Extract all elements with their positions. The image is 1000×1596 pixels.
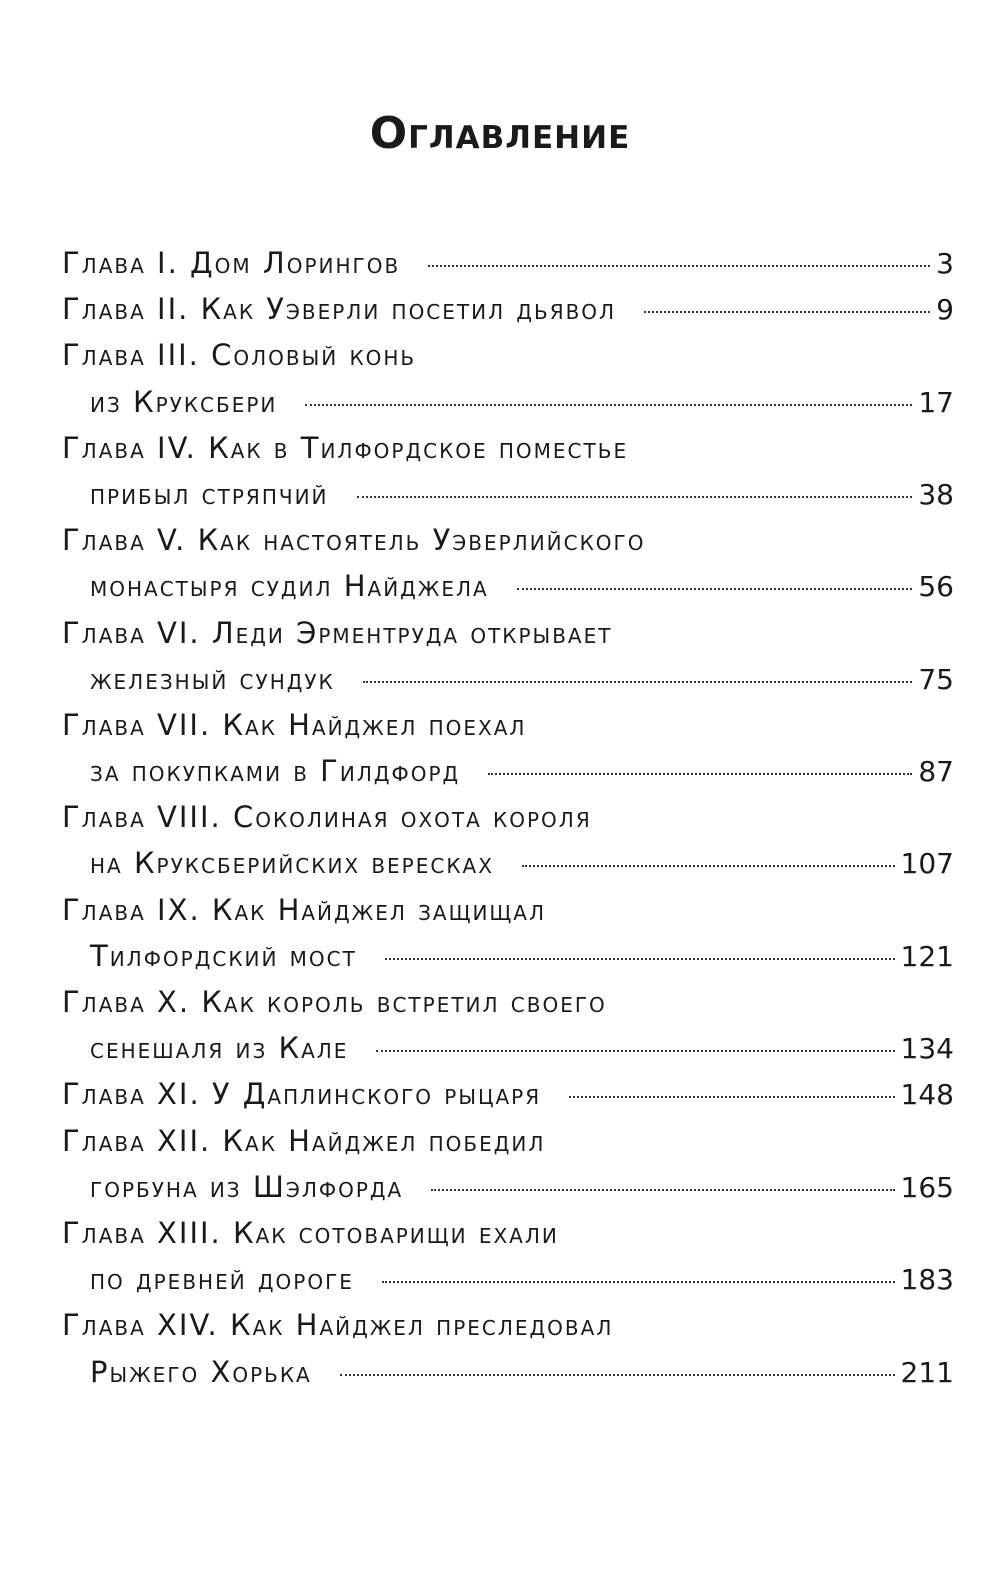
page-number: 121	[900, 939, 954, 973]
chapter-title-text: Глава III. Соловый конь	[62, 338, 417, 373]
page-number: 183	[900, 1263, 954, 1297]
page-number: 87	[918, 755, 954, 789]
toc-entry-last-line	[62, 933, 954, 979]
dot-leader	[357, 496, 913, 498]
dot-leader	[363, 681, 913, 683]
toc-entry-line	[62, 425, 954, 471]
toc-entry	[62, 332, 954, 424]
toc-entry-last-line	[62, 748, 954, 794]
dot-leader	[431, 1189, 894, 1191]
toc-entry-last-line	[62, 1349, 954, 1395]
toc-entry	[62, 979, 954, 1071]
chapter-title-text: Глава IX. Как Найджел защищал	[62, 892, 547, 927]
chapter-title-text: Глава V. Как настоятель Уэверлийского	[62, 523, 646, 558]
toc-entry-last-line	[62, 286, 954, 332]
chapter-title-text: Глава X. Как король встретил своего	[62, 985, 607, 1019]
chapter-title-text: горбуна из Шэлфорда	[90, 1169, 404, 1204]
toc-entry-line	[62, 887, 954, 933]
toc-entry-line	[62, 610, 954, 656]
page-number: 56	[918, 570, 954, 604]
chapter-title-text: сенешаля из Кале	[90, 1031, 349, 1066]
toc-entry-line	[62, 1210, 954, 1256]
dot-leader	[376, 1050, 894, 1052]
toc-entry-line	[62, 332, 954, 378]
chapter-title-text: железный сундук	[90, 661, 335, 696]
page-number: 3	[936, 247, 954, 280]
toc-entry-last-line	[62, 1164, 954, 1210]
chapter-title-text: Глава XI. У Даплинского рыцаря	[62, 1077, 542, 1112]
toc-entry-line	[62, 1118, 954, 1164]
page-number: 148	[900, 1078, 954, 1112]
dot-leader	[382, 1281, 895, 1283]
toc-entry	[62, 610, 954, 702]
chapter-title-text: Глава XIII. Как сотоварищи ехали	[62, 1215, 559, 1250]
dot-leader	[428, 265, 930, 267]
page-number: 38	[918, 477, 954, 511]
chapter-title-text: прибыл стряпчий	[90, 476, 329, 511]
chapter-title-text: монастыря судил Найджела	[90, 569, 489, 604]
toc-entry-line	[62, 702, 954, 748]
chapter-title-text: Глава VI. Леди Эрментруда открывает	[62, 615, 613, 650]
toc-entry	[62, 794, 954, 886]
page-number: 9	[936, 293, 954, 327]
chapter-title-text: Глава VIII. Соколиная охота короля	[62, 800, 592, 835]
chapter-title-text: за покупками в Гилдфорд	[90, 754, 461, 789]
toc-entry-last-line	[62, 1071, 954, 1117]
dot-leader	[488, 773, 912, 775]
toc-entry	[62, 1118, 954, 1210]
toc-entry-line	[62, 794, 954, 840]
chapter-title-text: на Круксберийских вересках	[90, 846, 494, 881]
dot-leader	[569, 1096, 894, 1098]
chapter-title-text: Глава I. Дом Лорингов	[62, 246, 401, 280]
dot-leader	[522, 865, 895, 867]
toc-entry-line	[62, 517, 954, 563]
toc-entry-last-line	[62, 471, 954, 517]
toc-entry	[62, 517, 954, 609]
toc-entry-last-line	[62, 1256, 954, 1302]
page-number: 17	[918, 385, 954, 419]
chapter-title-text: Глава XIV. Как Найджел преследовал	[62, 1308, 614, 1343]
page-title: Оглавление	[369, 108, 631, 159]
page-number: 75	[918, 662, 954, 696]
chapter-title-text: Тилфордский мост	[90, 938, 357, 973]
toc-entry	[62, 240, 954, 286]
page-number: 107	[900, 847, 954, 881]
chapter-title-text: Глава IV. Как в Тилфордское поместье	[62, 430, 629, 465]
chapter-title-text: Глава II. Как Уэверли посетил дьявол	[62, 292, 617, 327]
chapter-title-text: Глава VII. Как Найджел поехал	[62, 707, 527, 742]
dot-leader	[517, 588, 913, 590]
page-number: 134	[900, 1032, 954, 1066]
dot-leader	[644, 311, 930, 313]
toc-entry	[62, 425, 954, 517]
dot-leader	[340, 1374, 895, 1376]
chapter-title-text: по древней дороге	[90, 1262, 354, 1297]
page-number: 165	[900, 1170, 954, 1204]
dot-leader	[385, 958, 895, 960]
toc-entry	[62, 702, 954, 794]
toc-entry	[62, 1302, 954, 1394]
toc-entry-last-line	[62, 240, 954, 286]
chapter-title-text: Глава XII. Как Найджел победил	[62, 1123, 546, 1158]
toc-entry	[62, 1071, 954, 1117]
chapter-title-text: Рыжего Хорька	[90, 1354, 312, 1389]
toc-entry-last-line	[62, 379, 954, 425]
toc-entry	[62, 1210, 954, 1302]
toc-entry-last-line	[62, 656, 954, 702]
page-number: 211	[900, 1355, 954, 1389]
chapter-title-text: из Круксбери	[90, 384, 278, 419]
toc-entry-last-line	[62, 1025, 954, 1071]
toc-entry	[62, 286, 954, 332]
table-of-contents	[62, 240, 954, 1395]
toc-entry	[62, 887, 954, 979]
toc-entry-line	[62, 979, 954, 1025]
toc-entry-line	[62, 1302, 954, 1348]
dot-leader	[305, 404, 912, 406]
toc-entry-last-line	[62, 563, 954, 609]
toc-entry-last-line	[62, 840, 954, 886]
